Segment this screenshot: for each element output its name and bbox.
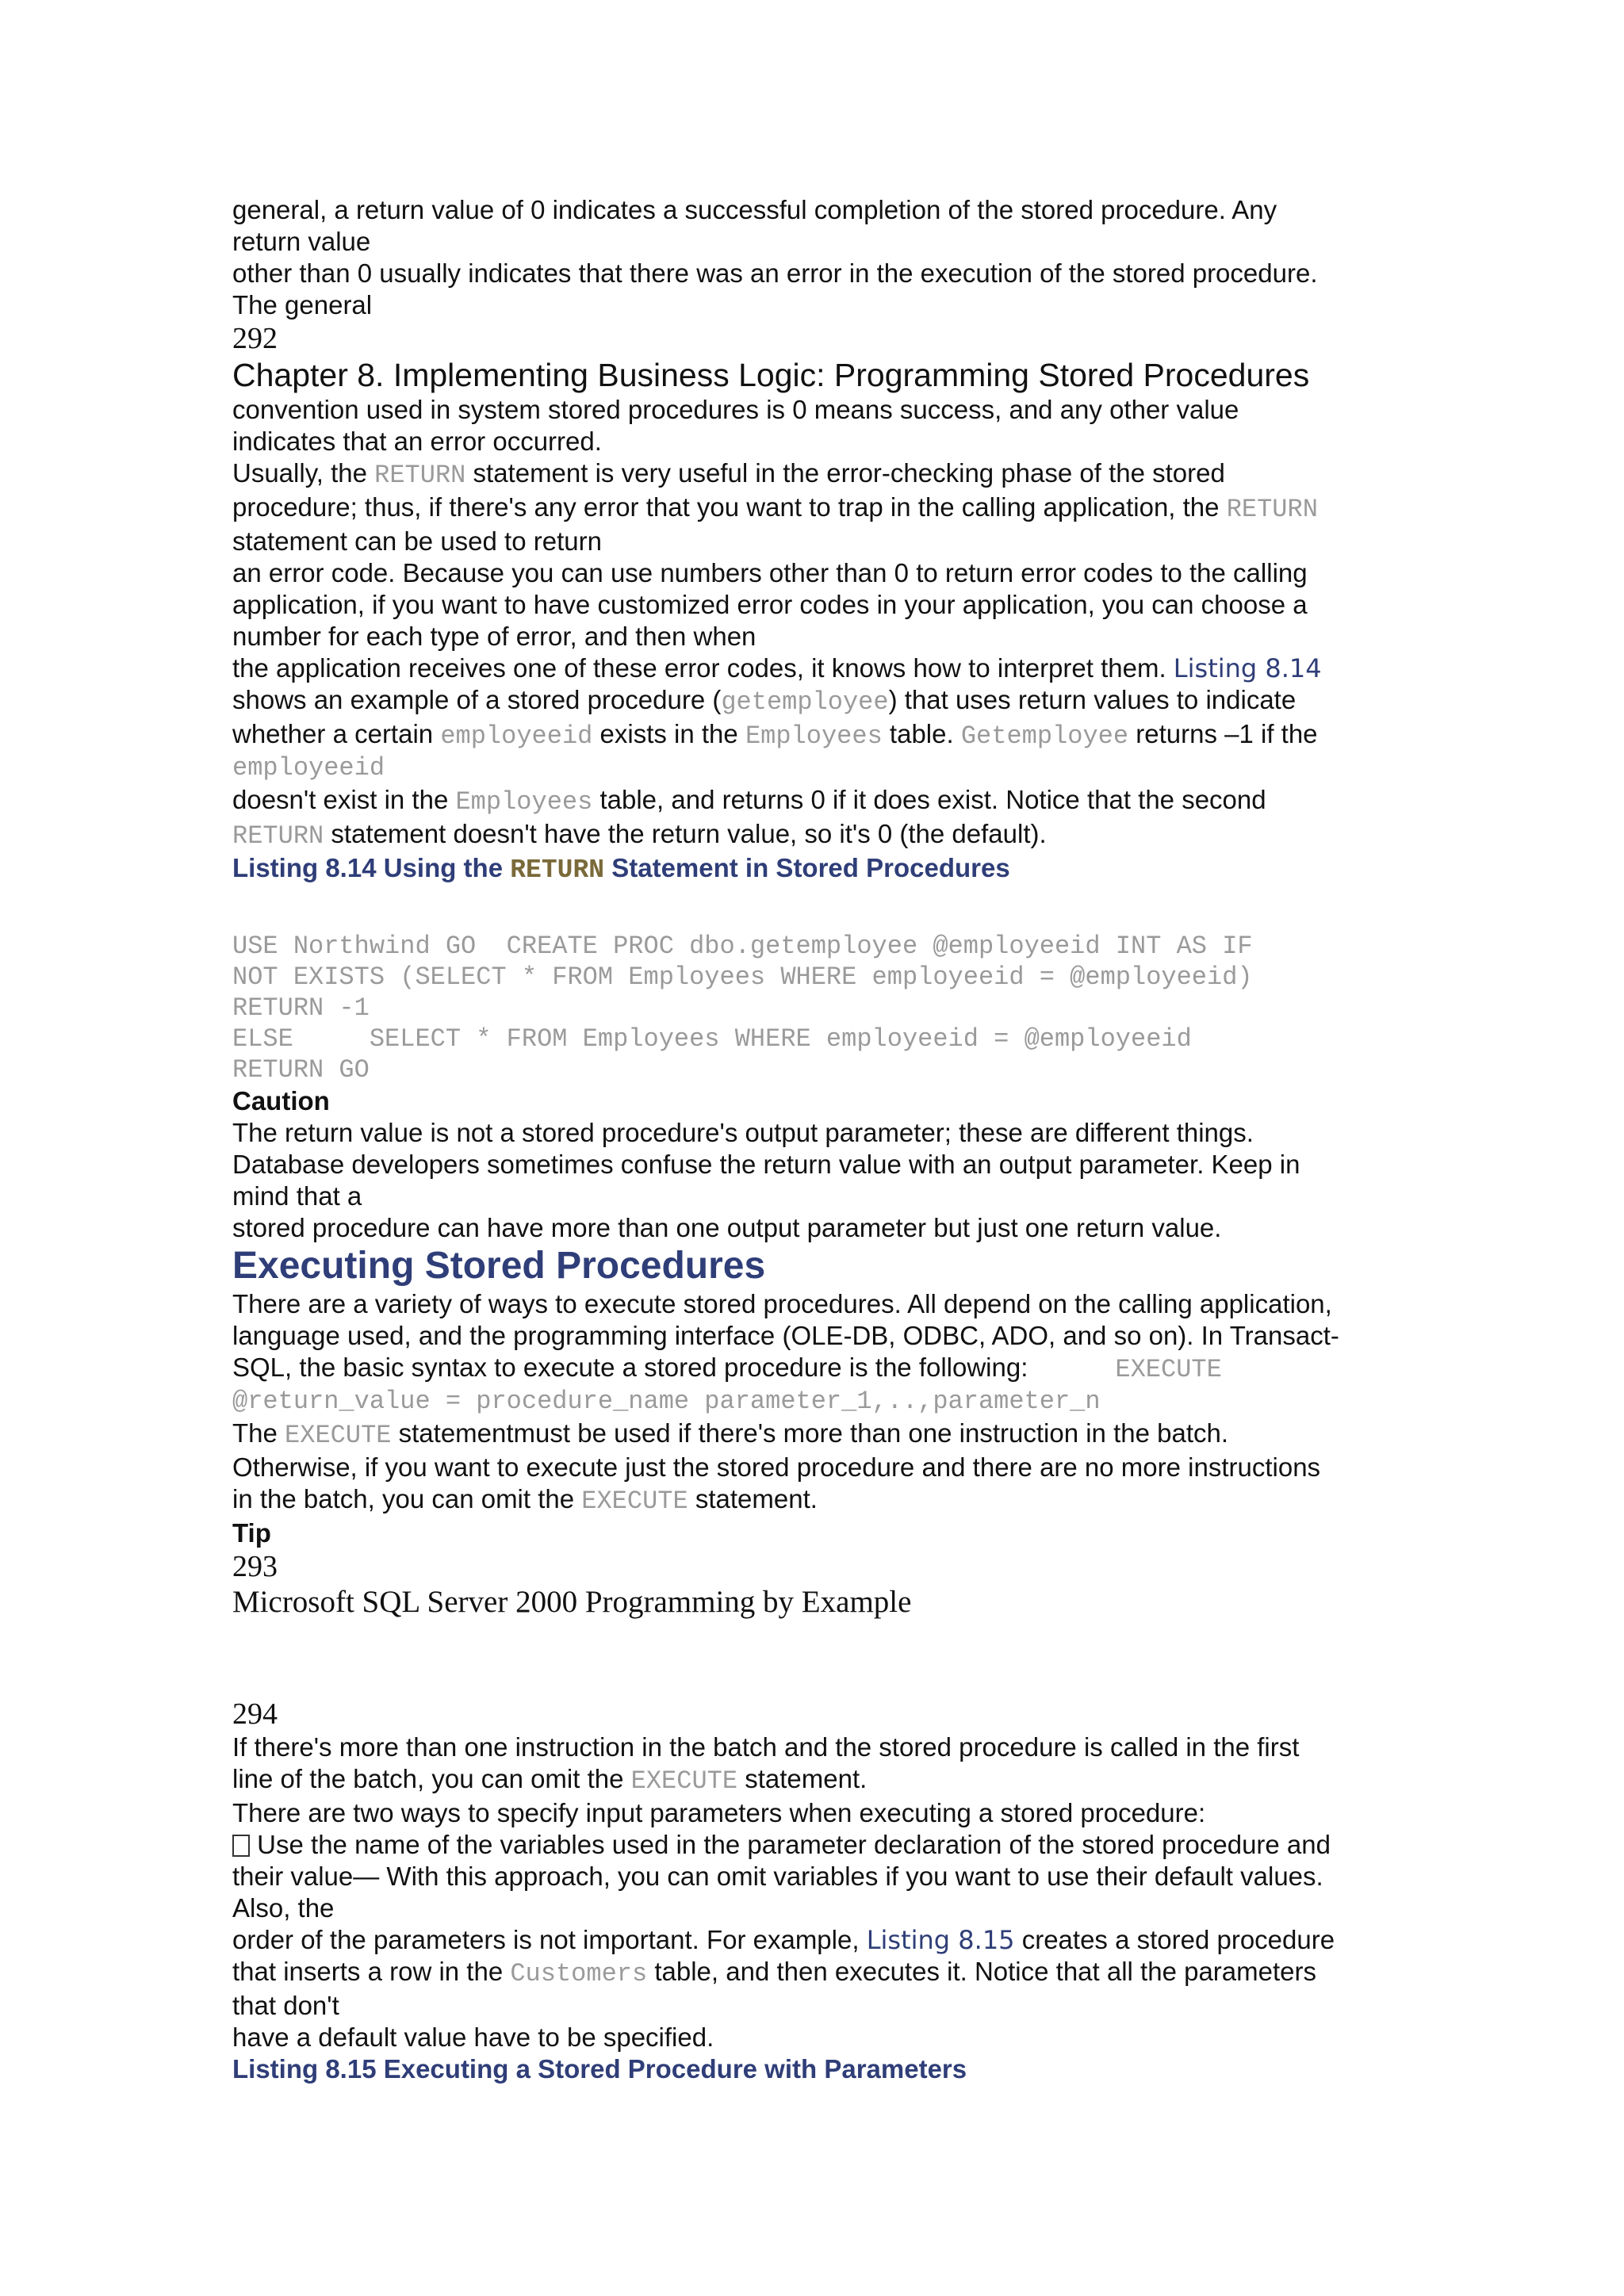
text-line: The general	[232, 290, 373, 320]
spacer	[232, 1621, 1398, 1697]
text-line: that don't	[232, 1991, 339, 2020]
text-line	[232, 457, 1398, 492]
text-run: exists in the	[592, 719, 745, 748]
text-run: that inserts a row in the	[232, 1957, 511, 1986]
paragraph-return-intro	[232, 194, 1398, 321]
code-line: RETURN -1	[232, 993, 370, 1023]
paragraph-execute-syntax	[232, 1288, 1398, 1418]
page-number: 292	[232, 322, 278, 355]
inline-code: Employees	[455, 787, 593, 817]
bullet-icon	[232, 1835, 250, 1857]
text-run: doesn't exist in the	[232, 785, 456, 814]
text-run: table, and then executes it. Notice that all the parameters	[647, 1957, 1316, 1986]
caption-code: RETURN	[510, 855, 605, 885]
text-line: application, if you want to have customized error codes in your application, you can choose a	[232, 590, 1308, 619]
book-title: Microsoft SQL Server 2000 Programming by Example	[232, 1585, 912, 1619]
caution-label: Caution	[232, 1086, 330, 1115]
code-block-listing-8-14	[232, 931, 1398, 1085]
bullet-item	[232, 1829, 1398, 2053]
text-line	[232, 1956, 1398, 1990]
text-line: general, a return value of 0 indicates a successful completion of the stored procedure. Any	[232, 195, 1277, 224]
text-line	[232, 652, 1398, 684]
text-run: creates a stored procedure	[1014, 1925, 1335, 1954]
inline-code: RETURN	[232, 821, 324, 851]
text-line: mind that a	[232, 1181, 362, 1211]
text-run: line of the batch, you can omit the	[232, 1764, 631, 1793]
text-line	[232, 1924, 1398, 1956]
code-line: ELSE SELECT * FROM Employees WHERE employeeid = @employeeid	[232, 1024, 1192, 1054]
text-line	[232, 492, 1398, 526]
inline-code: @return_value = procedure_name parameter_1,..,parameter_n	[232, 1387, 1101, 1416]
text-line	[232, 1418, 1398, 1452]
text-run: statementmust be used if there's more than one instruction in the batch.	[391, 1418, 1229, 1448]
text-run: in the batch, you can omit the	[232, 1484, 582, 1513]
text-line: return value	[232, 227, 371, 256]
text-line	[232, 1483, 1398, 1517]
text-run: Use the name of the variables used in the parameter declaration of the stored procedure and	[250, 1830, 1331, 1859]
text-line: The return value is not a stored procedure's output parameter; these are different things.	[232, 1118, 1254, 1147]
code-line: USE Northwind GO CREATE PROC dbo.getemployee @employeeid INT AS IF	[232, 932, 1253, 961]
paragraph-convention	[232, 394, 1398, 457]
paragraph-batch-note	[232, 1732, 1398, 1829]
caption-text: Listing 8.14 Using the	[232, 853, 511, 882]
text-run: order of the parameters is not important. For example,	[232, 1925, 867, 1954]
text-run: the application receives one of these error codes, it knows how to interpret them.	[232, 653, 1174, 683]
text-line: Database developers sometimes confuse the return value with an output parameter. Keep in	[232, 1150, 1300, 1179]
inline-code: RETURN	[374, 461, 466, 490]
listing-8-14-caption	[232, 852, 1398, 886]
listing-8-15-caption: Listing 8.15 Executing a Stored Procedure with Parameters	[232, 2054, 967, 2084]
paragraph-return-usage	[232, 457, 1398, 852]
text-line	[232, 1829, 1398, 1861]
text-run: Usually, the	[232, 458, 375, 488]
inline-code: EXECUTE	[630, 1766, 738, 1796]
text-line	[232, 1763, 1398, 1797]
text-line: an error code. Because you can use numbers other than 0 to return error codes to the calling	[232, 558, 1308, 587]
text-run: SQL, the basic syntax to execute a stored procedure is the following:	[232, 1353, 1028, 1382]
text-run: statement doesn't have the return value, so it's 0 (the default).	[324, 819, 1047, 848]
text-line: statement can be used to return	[232, 526, 602, 556]
inline-code: Customers	[510, 1959, 648, 1988]
inline-code: EXECUTE	[285, 1421, 392, 1450]
document-page	[232, 194, 1398, 2085]
text-run: statement is very useful in the error-checking phase of the stored	[465, 458, 1225, 488]
text-line	[232, 684, 1398, 718]
text-line	[232, 818, 1398, 852]
inline-code: getemployee	[721, 687, 889, 717]
tip-label: Tip	[232, 1518, 271, 1548]
page-number: 293	[232, 1550, 278, 1583]
text-line: other than 0 usually indicates that there was an error in the execution of the stored procedure.	[232, 258, 1318, 288]
text-line: stored procedure can have more than one output parameter but just one return value.	[232, 1213, 1222, 1242]
page-number: 294	[232, 1697, 278, 1731]
listing-8-14-link[interactable]: Listing 8.14	[1173, 653, 1322, 683]
paragraph-execute-usage	[232, 1418, 1398, 1517]
text-run: whether a certain	[232, 719, 441, 748]
inline-code: EXECUTE	[1115, 1355, 1222, 1384]
section-heading: Executing Stored Procedures	[232, 1245, 766, 1287]
text-run: table.	[882, 719, 961, 748]
text-line: convention used in system stored procedures is 0 means success, and any other value	[232, 395, 1239, 424]
text-line: Otherwise, if you want to execute just the stored procedure and there are no more instructions	[232, 1452, 1321, 1482]
inline-code: RETURN	[1226, 495, 1318, 524]
text-line: Also, the	[232, 1893, 335, 1923]
text-line: number for each type of error, and then when	[232, 622, 756, 651]
caption-text: Statement in Stored Procedures	[604, 853, 1010, 882]
text-run: The	[232, 1418, 285, 1448]
text-run: shows an example of a stored procedure (	[232, 685, 722, 714]
text-run: procedure; thus, if there's any error that you want to trap in the calling application, the	[232, 492, 1227, 522]
inline-code: EXECUTE	[581, 1487, 688, 1516]
text-run: table, and returns 0 if it does exist. Notice that the second	[592, 785, 1266, 814]
text-line: indicates that an error occurred.	[232, 427, 602, 456]
code-line: RETURN GO	[232, 1055, 370, 1085]
text-line: have a default value have to be specified.	[232, 2022, 714, 2052]
inline-code: employeeid	[232, 753, 385, 783]
inline-code: employeeid	[440, 721, 593, 751]
text-run: statement.	[688, 1484, 818, 1513]
text-line: their value— With this approach, you can omit variables if you want to use their default values.	[232, 1862, 1323, 1891]
spacer	[232, 886, 1398, 909]
text-line	[232, 718, 1398, 752]
text-line: language used, and the programming interface (OLE-DB, ODBC, ADO, and so on). In Transact-	[232, 1321, 1339, 1350]
text-run: statement.	[737, 1764, 868, 1793]
text-line: If there's more than one instruction in the batch and the stored procedure is called in the first	[232, 1732, 1300, 1762]
code-line: NOT EXISTS (SELECT * FROM Employees WHERE employeeid = @employeeid)	[232, 962, 1253, 992]
listing-8-15-link[interactable]: Listing 8.15	[866, 1925, 1015, 1955]
chapter-title: Chapter 8. Implementing Business Logic: Programming Stored Procedures	[232, 357, 1310, 393]
text-line	[232, 784, 1398, 818]
inline-code: Employees	[745, 721, 883, 751]
text-run: returns –1 if the	[1128, 719, 1318, 748]
spacer	[232, 909, 1398, 931]
inline-code: Getemployee	[960, 721, 1129, 751]
text-line: There are a variety of ways to execute stored procedures. All depend on the calling application,	[232, 1289, 1332, 1318]
text-line	[232, 1352, 1398, 1386]
text-run: ) that uses return values to indicate	[888, 685, 1297, 714]
caution-note	[232, 1085, 1398, 1244]
text-line: There are two ways to specify input parameters when executing a stored procedure:	[232, 1798, 1206, 1827]
